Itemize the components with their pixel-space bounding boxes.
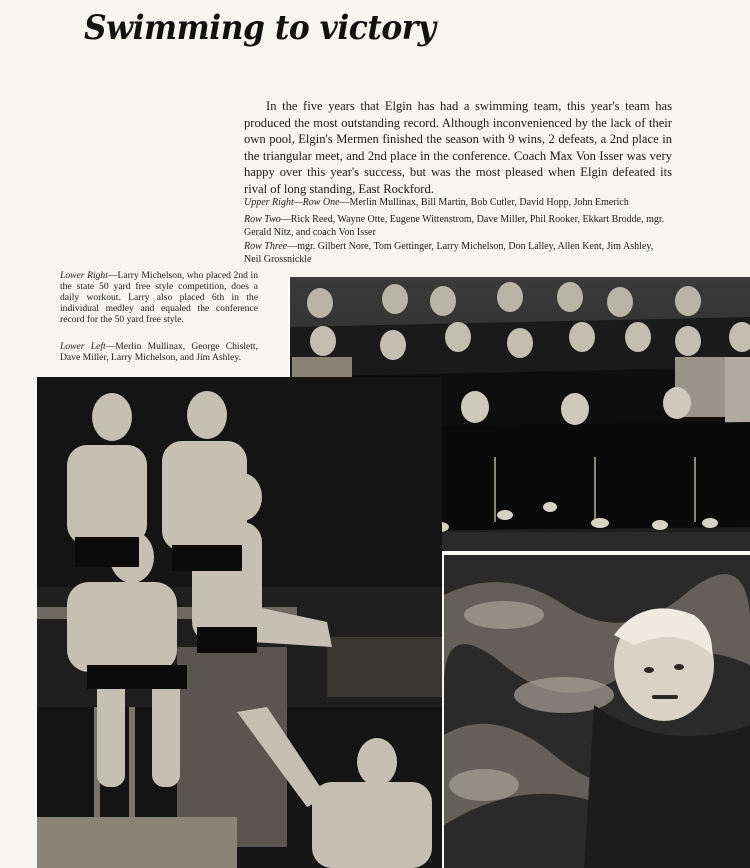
roster-row-three [244, 241, 672, 266]
roster-label: Upper Right—Row One [244, 197, 340, 208]
caption-label: Lower Right [60, 270, 108, 281]
intro-paragraph [244, 98, 672, 197]
roster-label: Row Two [244, 214, 281, 225]
roster-names: —Merlin Mullinax, Bill Martin, Bob Cutler, David Hopp, John Emerich [339, 197, 629, 208]
caption-label: Lower Left [60, 341, 106, 352]
swimmer-photo-image [444, 555, 750, 868]
roster-names: —Rick Reed, Wayne Otte, Eugene Wittenstrom, Dave Miller, Phil Rooker, Ekkart Brodde, mgr. Gerald Nitz, and coach Von Isser [244, 214, 665, 238]
roster-row-one [244, 197, 672, 210]
caption-text: —Merlin Mullinax, George Chislett, Dave Miller, Larry Michelson, and Jim Ashley. [60, 341, 258, 363]
caption-lower-right [60, 270, 258, 325]
caption-text: —Larry Michelson, who placed 2nd in the state 50 yard free style competition, does a daily workout. Larry also placed 6th in the individual medley and equaled the conference record for the 50 yard free style. [60, 270, 258, 325]
swimmer-photo [444, 555, 750, 868]
divers-photo [37, 377, 442, 868]
caption-lower-left [60, 341, 258, 363]
divers-photo-image [37, 377, 442, 868]
intro-text: In the five years that Elgin has had a swimming team, this year's team has produced the most outstanding record. Although inconvenienced by the lack of their own pool, Elgin's Mermen finished the season with 9 wins, 2 defeats, a 2nd place in the triangular meet, and 2nd place in the conference. Coach Max Von Isser was very happy over this year's success, but was the most pleased when Elgin defeated its rival of long standing, East Rockford. [244, 99, 672, 196]
roster-label: Row Three [244, 241, 288, 252]
roster-row-two [244, 214, 672, 239]
roster-names: —mgr. Gilbert Nore, Tom Gettinger, Larry Michelson, Don Lalley, Allen Kent, Jim Ashley, Neil Grossnickle [244, 241, 654, 265]
page-title: Swimming to victory [84, 8, 436, 48]
